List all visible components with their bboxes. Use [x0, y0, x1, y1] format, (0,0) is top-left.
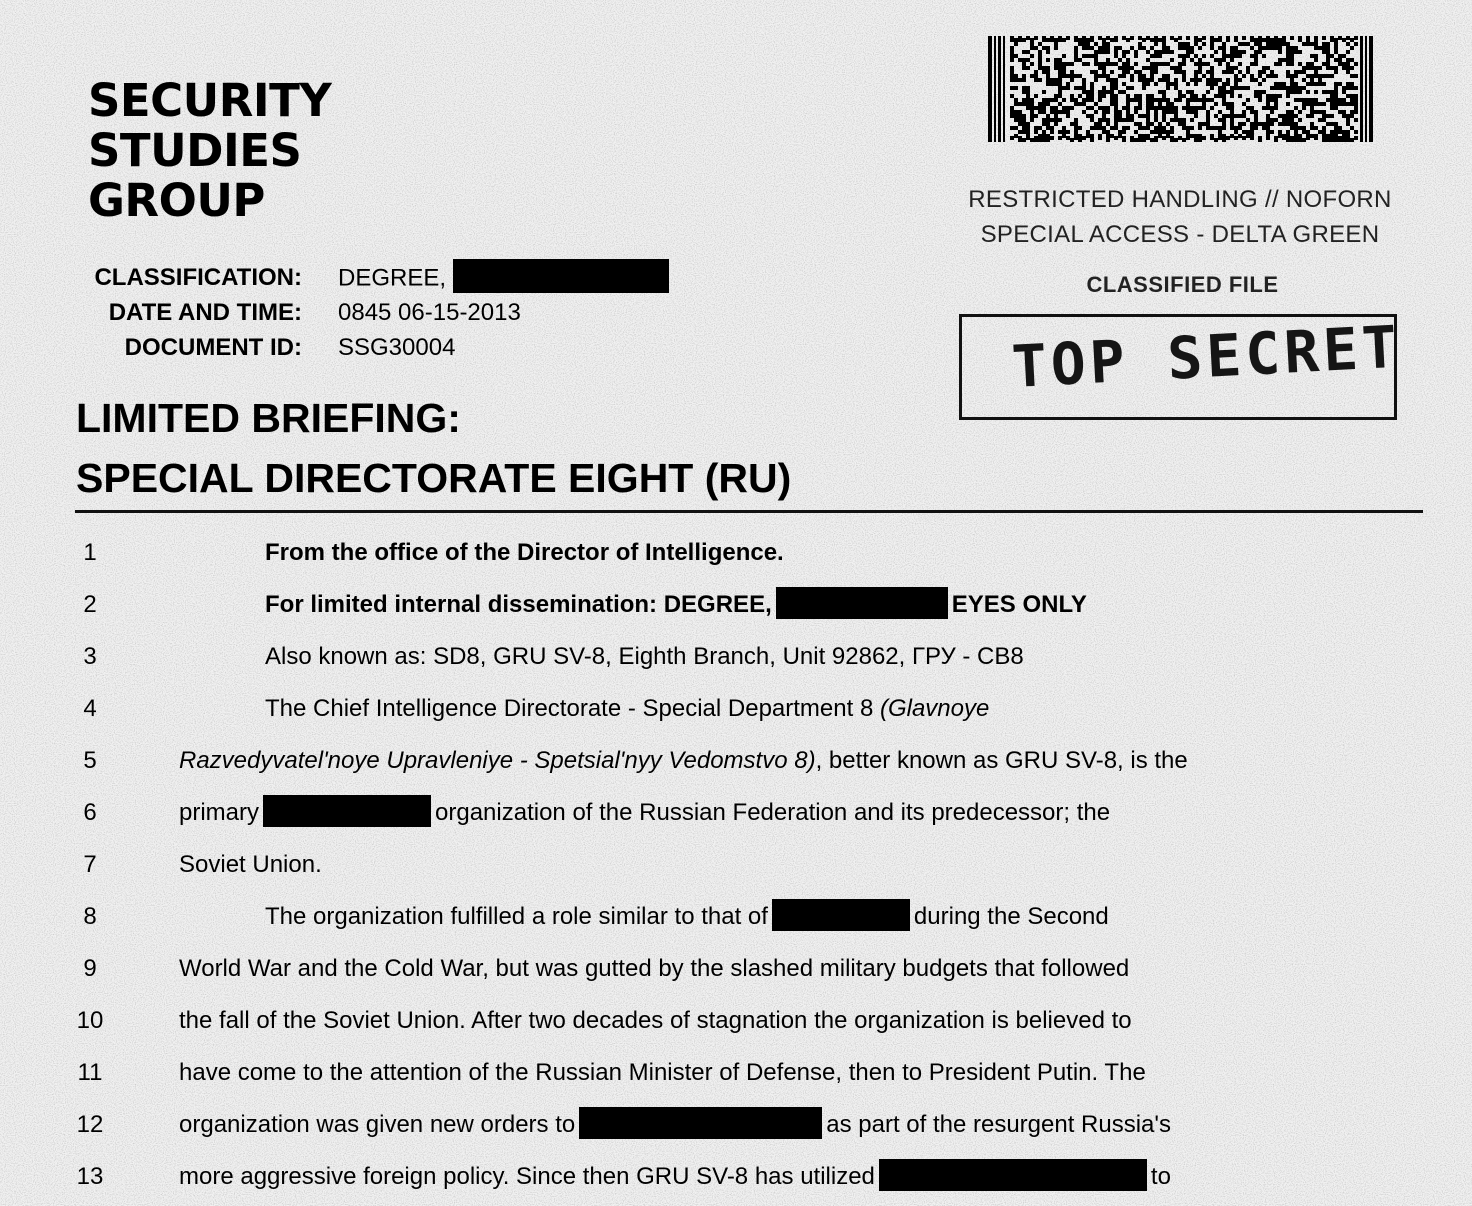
org-line-3: GROUP	[88, 174, 265, 227]
redaction-bar	[879, 1159, 1147, 1191]
line-text: , better known as GRU SV-8, is the	[815, 747, 1188, 774]
title-line-2: SPECIAL DIRECTORATE EIGHT (RU)	[76, 455, 792, 501]
org-line-1: SECURITY	[88, 74, 332, 127]
line-number: 8	[83, 903, 97, 930]
line-number: 6	[83, 799, 97, 826]
title-divider	[75, 510, 1423, 513]
body-line	[0, 579, 1472, 631]
body-line	[0, 683, 1472, 735]
line-text: to	[1150, 1163, 1171, 1190]
line-number: 9	[83, 955, 97, 982]
line-text: The organization fulfilled a role similar to that of	[265, 903, 768, 930]
redaction-bar	[579, 1107, 822, 1139]
line-text: the fall of the Soviet Union. After two decades of stagnation the organization is believed to	[179, 1007, 1132, 1034]
body-line	[0, 1047, 1472, 1099]
line-text: during the Second	[913, 903, 1109, 930]
classification-value: DEGREE,	[338, 262, 669, 296]
line-text: EYES ONLY	[951, 591, 1087, 618]
line-text: organization of the Russian Federation and its predecessor; the	[435, 799, 1111, 826]
line-number: 13	[76, 1163, 104, 1190]
stamp-text: TOP SECRET	[1010, 312, 1403, 401]
body-line	[0, 735, 1472, 787]
redaction-bar	[776, 587, 948, 619]
line-text: Also known as: SD8, GRU SV-8, Eighth Branch, Unit 92862, ГРУ - СВ8	[265, 643, 1024, 670]
line-text: more aggressive foreign policy. Since then GRU SV-8 has utilized	[179, 1163, 875, 1190]
briefing-title	[76, 388, 791, 508]
body-line	[0, 527, 1472, 579]
title-line-1: LIMITED BRIEFING:	[76, 395, 461, 441]
line-text: Soviet Union.	[179, 851, 322, 878]
line-number: 3	[83, 643, 97, 670]
briefing-body	[0, 527, 1472, 1203]
top-secret-stamp	[959, 312, 1403, 420]
body-line	[0, 1099, 1472, 1151]
redaction-bar	[263, 795, 431, 827]
body-line	[0, 995, 1472, 1047]
body-line	[0, 943, 1472, 995]
date-label: DATE AND TIME:	[108, 299, 302, 326]
redaction-bar	[772, 899, 910, 931]
line-number: 7	[83, 851, 97, 878]
line-text-italic: Razvedyvatel'noye Upravleniye - Spetsial'nyy Vedomstvo 8)	[179, 747, 816, 774]
date-value: 0845 06-15-2013	[338, 299, 521, 326]
line-number: 2	[83, 591, 97, 618]
line-number: 12	[76, 1111, 104, 1138]
body-line	[0, 631, 1472, 683]
classified-file-label: CLASSIFIED FILE	[1086, 272, 1279, 297]
body-line	[0, 891, 1472, 943]
handling-caveat	[940, 182, 1420, 252]
handling-line-2: SPECIAL ACCESS - DELTA GREEN	[980, 221, 1380, 248]
classification-label: CLASSIFICATION:	[94, 264, 302, 291]
barcode-icon	[988, 36, 1376, 142]
body-line	[0, 787, 1472, 839]
line-number: 10	[76, 1007, 104, 1034]
org-line-2: STUDIES	[88, 124, 302, 177]
line-text: as part of the resurgent Russia's	[826, 1111, 1171, 1138]
document-id-value: SSG30004	[338, 334, 456, 361]
line-text: primary	[179, 799, 260, 826]
document-id-label: DOCUMENT ID:	[124, 334, 302, 361]
body-line	[0, 839, 1472, 891]
line-text: World War and the Cold War, but was gutted by the slashed military budgets that followed	[179, 955, 1130, 982]
body-line	[0, 1151, 1472, 1203]
line-number: 11	[77, 1059, 103, 1086]
line-text: The Chief Intelligence Directorate - Special Department 8	[265, 695, 880, 722]
redaction-bar	[453, 259, 669, 293]
line-number: 1	[83, 539, 97, 566]
line-text-italic: (Glavnoye	[879, 695, 990, 722]
line-number: 4	[83, 695, 97, 722]
handling-line-1: RESTRICTED HANDLING // NOFORN	[968, 186, 1392, 213]
line-text: For limited internal dissemination: DEGREE,	[265, 591, 772, 618]
organization-name	[88, 76, 331, 226]
line-text: organization was given new orders to	[179, 1111, 576, 1138]
line-text: have come to the attention of the Russian Minister of Defense, then to President Putin. The	[179, 1059, 1146, 1086]
line-number: 5	[83, 747, 97, 774]
line-text: From the office of the Director of Intelligence.	[265, 539, 784, 566]
